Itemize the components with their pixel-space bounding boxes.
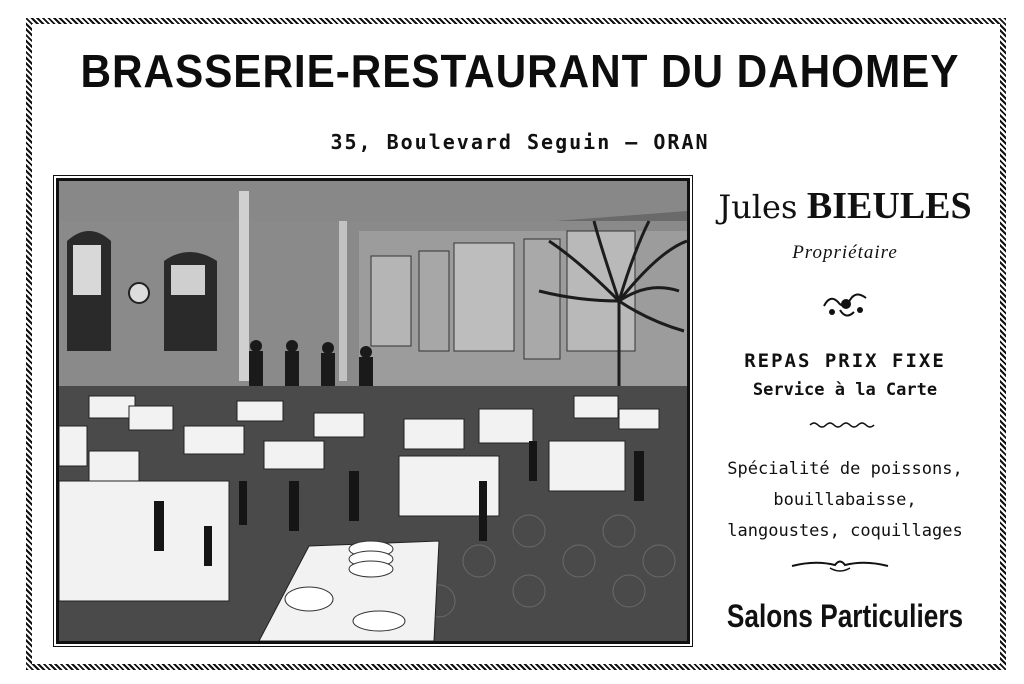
flourish-divider-icon xyxy=(790,556,890,574)
owner-role: Propriétaire xyxy=(792,242,898,263)
owner-first-name: Jules xyxy=(718,188,798,226)
specialty-line-2: bouillabaisse, xyxy=(773,490,917,510)
menu-subtitle: Service à la Carte xyxy=(752,380,938,400)
owner-name xyxy=(700,184,990,228)
specialties-block xyxy=(700,454,990,547)
private-salons-label: Salons Particuliers xyxy=(726,598,964,634)
specialty-line-1: Spécialité de poissons, xyxy=(727,459,963,479)
wave-divider-icon xyxy=(808,420,878,430)
dining-room-photo xyxy=(56,178,690,644)
floral-ornament-icon xyxy=(820,288,872,322)
restaurant-title: BRASSERIE-RESTAURANT DU DAHOMEY xyxy=(80,45,960,97)
specialty-line-3: langoustes, coquillages xyxy=(727,521,963,541)
menu-title: REPAS PRIX FIXE xyxy=(744,350,946,372)
restaurant-address: 35, Boulevard Seguin — ORAN xyxy=(330,130,710,154)
owner-last-name: BIEULES xyxy=(806,185,972,227)
